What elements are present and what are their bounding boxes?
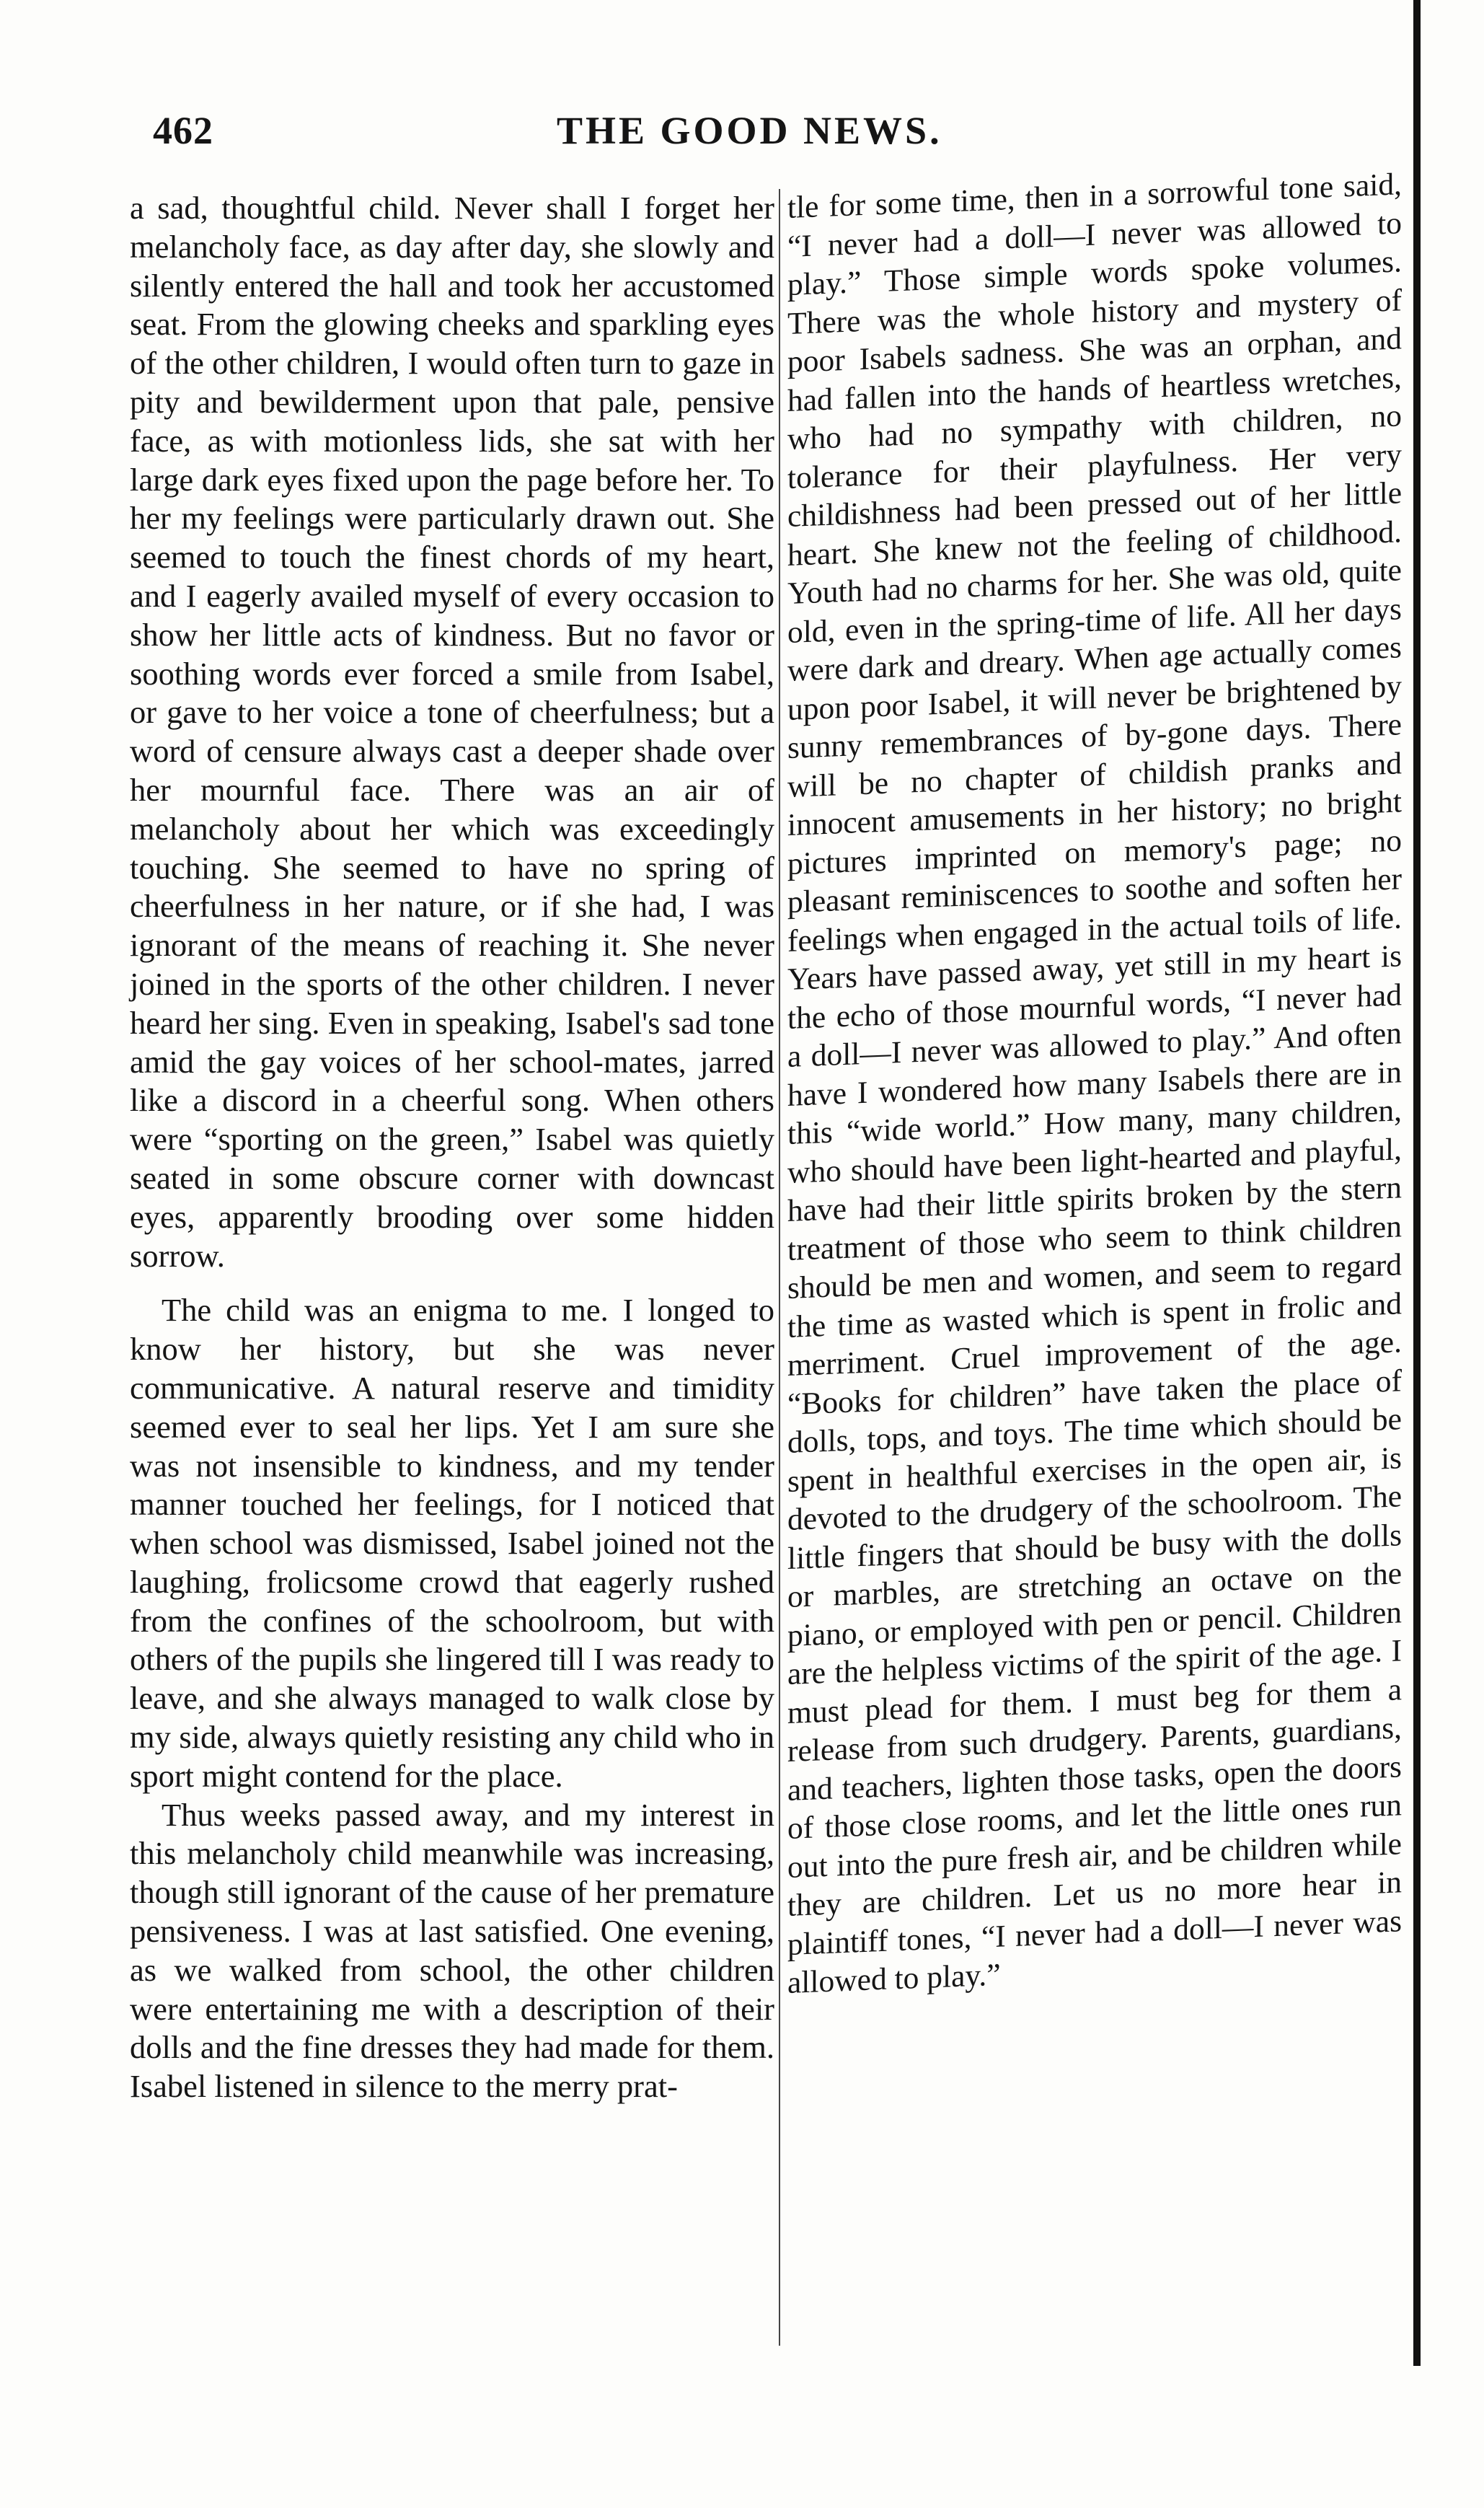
page-number: 462 bbox=[153, 109, 213, 152]
running-title: THE GOOD NEWS. bbox=[557, 109, 942, 152]
right-column bbox=[787, 165, 1402, 2002]
page-edge-shadow bbox=[1413, 0, 1421, 2366]
column-divider bbox=[779, 189, 780, 2346]
paragraph: The child was an enigma to me. I longed to know her history, but she was never communicative. A natural reserve and timidity seemed ever to seal her lips. Yet I am sure she was not insensible to kindness, and my tender manner touched her feelings, for I noticed that when school was dismissed, Isabel joined not the laughing, frolicsome crowd that eagerly rushed from the confines of the schoolroom, but with others of the pupils she lingered till I was ready to leave, and she always managed to walk close by my side, always quietly resisting any child who in sport might contend for the place. bbox=[130, 1292, 774, 1794]
paragraph: a sad, thoughtful child. Never shall I forget her melancholy face, as day after day, she slowly and silently entered the hall and took her accustomed seat. From the glowing cheeks and sparkling eyes of the other children, I would often turn to gaze in pity and bewilderment upon that pale, pensive face, as with motionless lids, she sat with her large dark eyes fixed upon the page before her. To her my feelings were particularly drawn out. She seemed to touch the finest chords of my heart, and I eagerly availed myself of every occasion to show her little acts of kindness. But no favor or soothing words ever forced a smile from Isabel, or gave to her voice a tone of cheerfulness; but a word of censure always cast a deeper shade over her mournful face. There was an air of melancholy about her which was exceedingly touching. She seemed to have no spring of cheerfulness in her nature, or if she had, I was ignorant of the means of reaching it. She never joined in the sports of the other children. I never heard her sing. Even in speaking, Isabel's sad tone amid the gay voices of her school-mates, jarred like a discord in a cheerful song. When others were “sporting on the green,” Isabel was quietly seated in some obscure corner with downcast eyes, apparently brooding over some hidden sorrow. bbox=[130, 190, 774, 1274]
paragraph: tle for some time, then in a sorrowful tone said, “I never had a doll—I never was allowed to play.” Those simple words spoke volumes. There was the whole history and mystery of poor Isabels sadness. She was an orphan, and had fallen into the hands of heartless wretches, who had no sympathy with children, no tolerance for their playfulness. Her very childishness had been pressed out of her little heart. She knew not the feeling of childhood. Youth had no charms for her. She was old, quite old, even in the spring-time of life. All her days were dark and dreary. When age actually comes upon poor Isabel, it will never be brightened by sunny remembrances of by-gone days. There will be no chapter of childish pranks and innocent amusements in her history; no bright pictures imprinted on memory's page; no pleasant reminiscences to soothe and soften her feelings when engaged in the actual toils of life. Years have passed away, yet still in my heart is the echo of those mournful words, “I never had a doll—I never was allowed to play.” And often have I wondered how many Isabels there are in this “wide world.” How many, many children, who should have been light-hearted and playful, have had their little spirits broken by the stern treatment of those who seem to think children should be men and women, and seem to regard the time as wasted which is spent in frolic and merriment. Cruel improvement of the age. “Books for children” have taken the place of dolls, tops, and toys. The time which should be spent in healthful exercises in the open air, is devoted to the drudgery of the schoolroom. The little fingers that should be busy with the dolls or marbles, are stretching an octave on the piano, or employed with pen or pencil. Children are the helpless victims of the spirit of the age. I must plead for them. I must beg for them a release from such drudgery. Parents, guardians, and teachers, lighten those tasks, open the doors of those close rooms, and let the little ones run out into the pure fresh air, and be children while they are children. Let us no more hear in plaintiff tones, “I never had a doll—I never was allowed to play.” bbox=[787, 167, 1402, 2000]
page-header bbox=[153, 108, 1379, 159]
paragraph: Thus weeks passed away, and my interest in this melancholy child meanwhile was increasing, though still ignorant of the cause of her premature pensiveness. I was at last satisfied. One evening, as we walked from school, the other children were entertaining me with a description of their dolls and the fine dresses they had made for them. Isabel listened in silence to the merry prat- bbox=[130, 1796, 774, 2105]
left-column bbox=[130, 189, 774, 2106]
